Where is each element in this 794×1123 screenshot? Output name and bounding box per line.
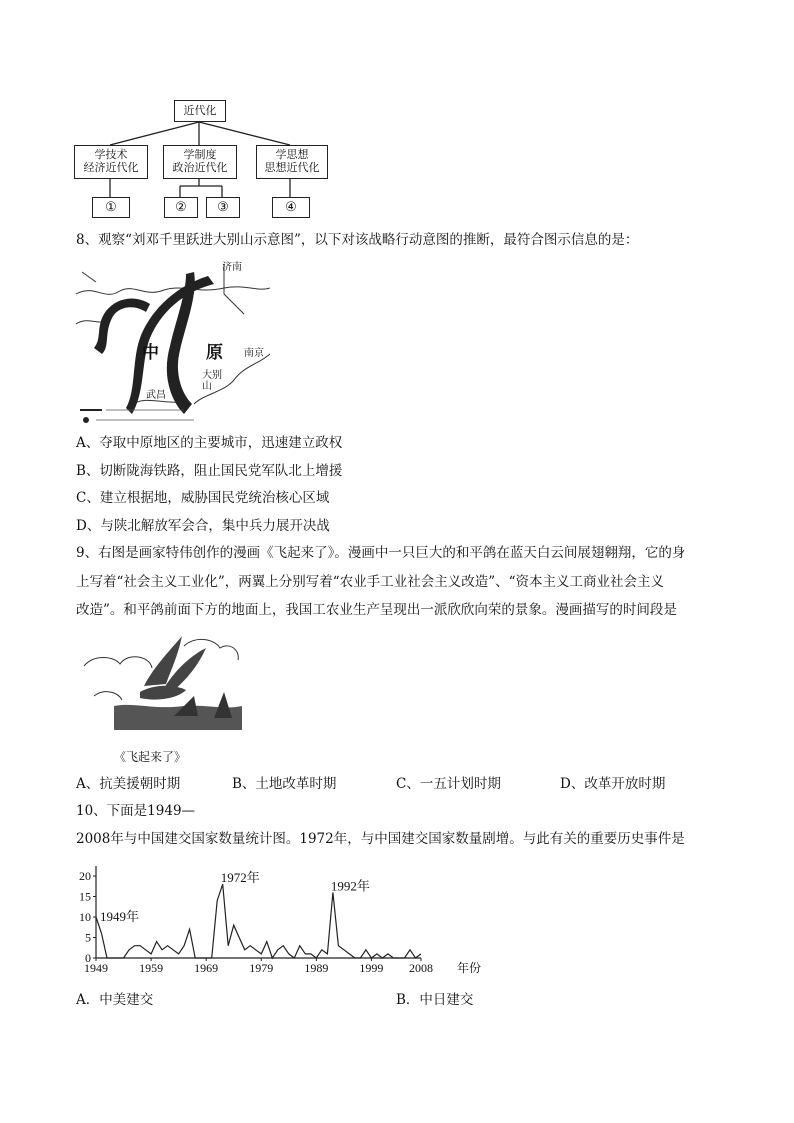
diagram-child-box-3 — [256, 145, 328, 179]
child-1-line1: 学技术 — [94, 148, 128, 161]
q8-option-c[interactable]: C、建立根据地，威胁国民党统治核心区域 — [76, 490, 330, 506]
modernization-diagram — [70, 92, 330, 220]
chart-annotation: 1972年 — [220, 870, 260, 886]
diagram-top-box — [174, 100, 226, 122]
q9-stem-line1: 9、右图是画家特伟创作的漫画《飞起来了》。漫画中一只巨大的和平鸽在蓝天白云间展翅翱翔，它的身 — [76, 545, 686, 561]
chart-annotation: 1949年 — [100, 909, 140, 924]
q9-stem-line2: 上写着“社会主义工业化”，两翼上分别写着“农业手工业社会主义改造”、“资本主义工商业社会主义 — [76, 574, 665, 590]
chart-annotation: 1992年 — [330, 878, 370, 894]
cartoon-caption: 《飞起来了》 — [114, 750, 187, 764]
map-label-yuan: 原 — [206, 343, 223, 363]
y-tick-label: 5 — [85, 930, 91, 945]
diagram-top-label: 近代化 — [183, 104, 217, 117]
q8-option-d[interactable]: D、与陕北解放军会合，集中兵力展开决战 — [76, 518, 330, 534]
child-3-line1: 学思想 — [275, 148, 309, 161]
cartoon-drawing — [74, 626, 244, 744]
child-2-line1: 学制度 — [183, 148, 217, 161]
leaf-2-label: ② — [175, 200, 187, 215]
q9-option-b[interactable]: B、土地改革时期 — [232, 776, 337, 792]
x-tick-label: 1949 — [84, 961, 108, 975]
diplomatic-relations-chart — [66, 858, 486, 984]
x-tick-label: 2008 — [409, 961, 433, 975]
diagram-leaf-2 — [164, 197, 198, 218]
diagram-leaf-4 — [272, 197, 310, 218]
x-axis-label: 年份 — [457, 961, 482, 975]
y-tick-label: 10 — [79, 910, 91, 924]
q10-option-a[interactable]: A．中美建交 — [76, 992, 154, 1008]
q8-stem: 8、观察“刘邓千里跃进大别山示意图”，以下对该战略行动意图的推断，最符合图示信息的是： — [76, 232, 639, 248]
map-label-jinan: 济南 — [222, 262, 242, 273]
q10-stem-line2: 2008年与中国建交国家数量统计图。1972年，与中国建交国家数量剧增。与此有关的重要历史事件是 — [76, 831, 685, 847]
map-label-zhong: 中 — [142, 343, 159, 363]
q9-stem-line3: 改造”。和平鸽前面下方的地面上，我国工农业生产呈现出一派欣欣向荣的景象。漫画描写的时间段是 — [76, 602, 677, 618]
leaf-3-label: ③ — [217, 200, 229, 215]
y-tick-label: 15 — [79, 889, 91, 904]
x-tick-label: 1999 — [359, 961, 384, 975]
q9-option-d[interactable]: D、改革开放时期 — [560, 776, 666, 792]
x-tick-label: 1959 — [139, 961, 164, 975]
leaf-4-label: ④ — [285, 200, 297, 215]
q10-stem-line1: 10、下面是1949— — [76, 803, 196, 819]
diagram-leaf-3 — [206, 197, 240, 218]
leaf-1-label: ① — [105, 200, 117, 215]
dabie-mountain-map — [74, 254, 270, 430]
map-label-wuchang: 武昌 — [146, 390, 166, 401]
child-1-line2: 经济近代化 — [83, 161, 139, 174]
x-tick-label: 1979 — [249, 961, 274, 975]
peace-dove-cartoon — [74, 626, 244, 768]
series-line — [96, 884, 421, 958]
child-2-line2: 政治近代化 — [172, 161, 228, 174]
chart-svg — [66, 858, 486, 984]
q8-option-a[interactable]: A、夺取中原地区的主要城市，迅速建立政权 — [76, 435, 343, 451]
map-label-dabie: 大别山 — [202, 370, 222, 392]
q10-option-b[interactable]: B．中日建交 — [396, 992, 474, 1008]
map-drawing — [74, 254, 270, 430]
q8-option-b[interactable]: B、切断陇海铁路，阻止国民党军队北上增援 — [76, 463, 343, 479]
y-tick-label: 20 — [79, 869, 91, 883]
diagram-child-box-1 — [74, 145, 148, 179]
child-3-line2: 思想近代化 — [264, 161, 320, 174]
x-tick-label: 1969 — [194, 961, 219, 975]
map-label-nanjing: 南京 — [244, 348, 264, 359]
diagram-child-box-2 — [163, 145, 237, 179]
q9-option-c[interactable]: C、一五计划时期 — [396, 776, 501, 792]
q9-option-a[interactable]: A、抗美援朝时期 — [76, 776, 181, 792]
x-tick-label: 1989 — [304, 961, 329, 975]
y-tick-label: 0 — [85, 951, 91, 965]
diagram-leaf-1 — [92, 197, 130, 218]
